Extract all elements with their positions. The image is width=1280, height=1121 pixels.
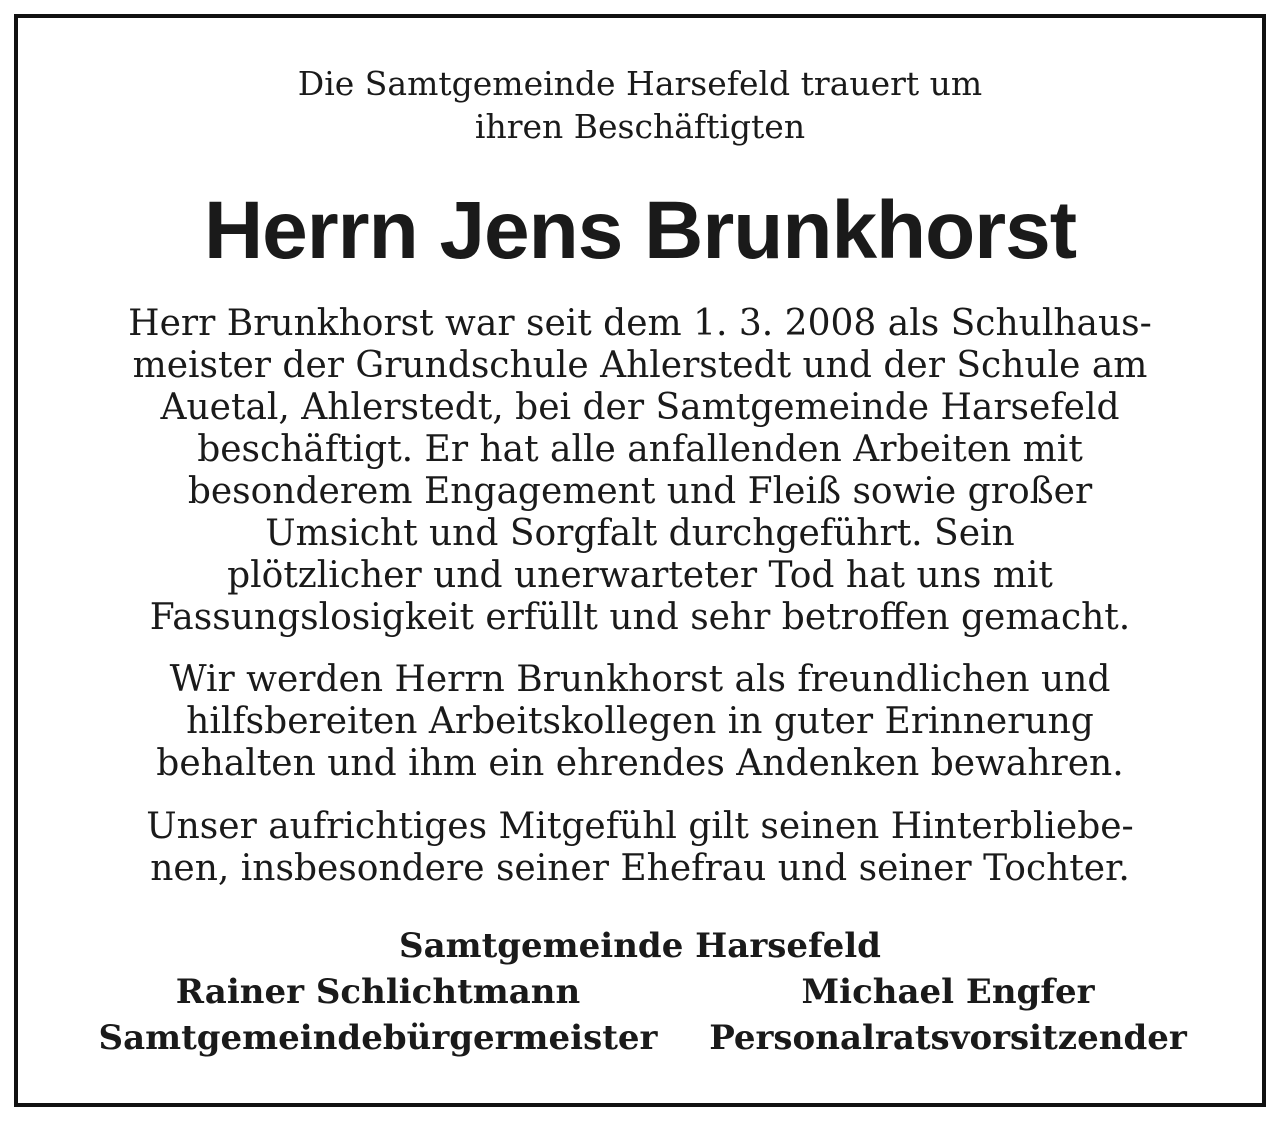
signatory-title: Personalratsvorsitzender	[709, 1018, 1187, 1058]
obituary-notice	[14, 14, 1266, 1107]
paragraph-line: besonderem Engagement und Fleiß sowie großer	[187, 471, 1093, 512]
intro-text	[18, 62, 1262, 148]
intro-line-1: Die Samtgemeinde Harsefeld trauert um	[297, 64, 983, 103]
paragraph-line: Umsicht und Sorgfalt durchgeführt. Sein	[265, 513, 1015, 554]
paragraph-line: Auetal, Ahlerstedt, bei der Samtgemeinde Harsefeld	[160, 387, 1120, 428]
paragraph-line: behalten und ihm ein ehrendes Andenken bewahren.	[156, 743, 1124, 784]
paragraph-line: hilfsbereiten Arbeitskollegen in guter Erinnerung	[186, 701, 1094, 742]
signature-left	[58, 969, 698, 1061]
signatory-title: Samtgemeindebürgermeister	[98, 1018, 658, 1058]
paragraph-line: Unser aufrichtiges Mitgefühl gilt seinen Hinterbliebe-	[146, 806, 1134, 847]
paragraph-line: plötzlicher und unerwarteter Tod hat uns mit	[227, 555, 1053, 596]
paragraph-line: Herr Brunkhorst war seit dem 1. 3. 2008 als Schulhaus-	[128, 303, 1152, 344]
paragraph-line: Fassungslosigkeit erfüllt und sehr betroffen gemacht.	[149, 597, 1131, 638]
paragraph-remembrance	[18, 659, 1262, 785]
paragraph-career	[18, 303, 1262, 639]
paragraph-line: meister der Grundschule Ahlerstedt und der Schule am	[132, 345, 1148, 386]
deceased-name: Herrn Jens Brunkhorst	[203, 185, 1077, 276]
signatory-name: Rainer Schlichtmann	[175, 972, 581, 1012]
intro-line-2: ihren Beschäftigten	[474, 107, 806, 146]
paragraph-line: nen, insbesondere seiner Ehefrau und seiner Tochter.	[150, 848, 1130, 889]
signature-right	[658, 969, 1238, 1061]
signatory-name: Michael Engfer	[801, 972, 1095, 1012]
paragraph-line: Wir werden Herrn Brunkhorst als freundlichen und	[169, 659, 1111, 700]
paragraph-condolences	[18, 806, 1262, 890]
paragraph-line: beschäftigt. Er hat alle anfallenden Arbeiten mit	[197, 429, 1083, 470]
signature-organization: Samtgemeinde Harsefeld	[399, 926, 881, 966]
